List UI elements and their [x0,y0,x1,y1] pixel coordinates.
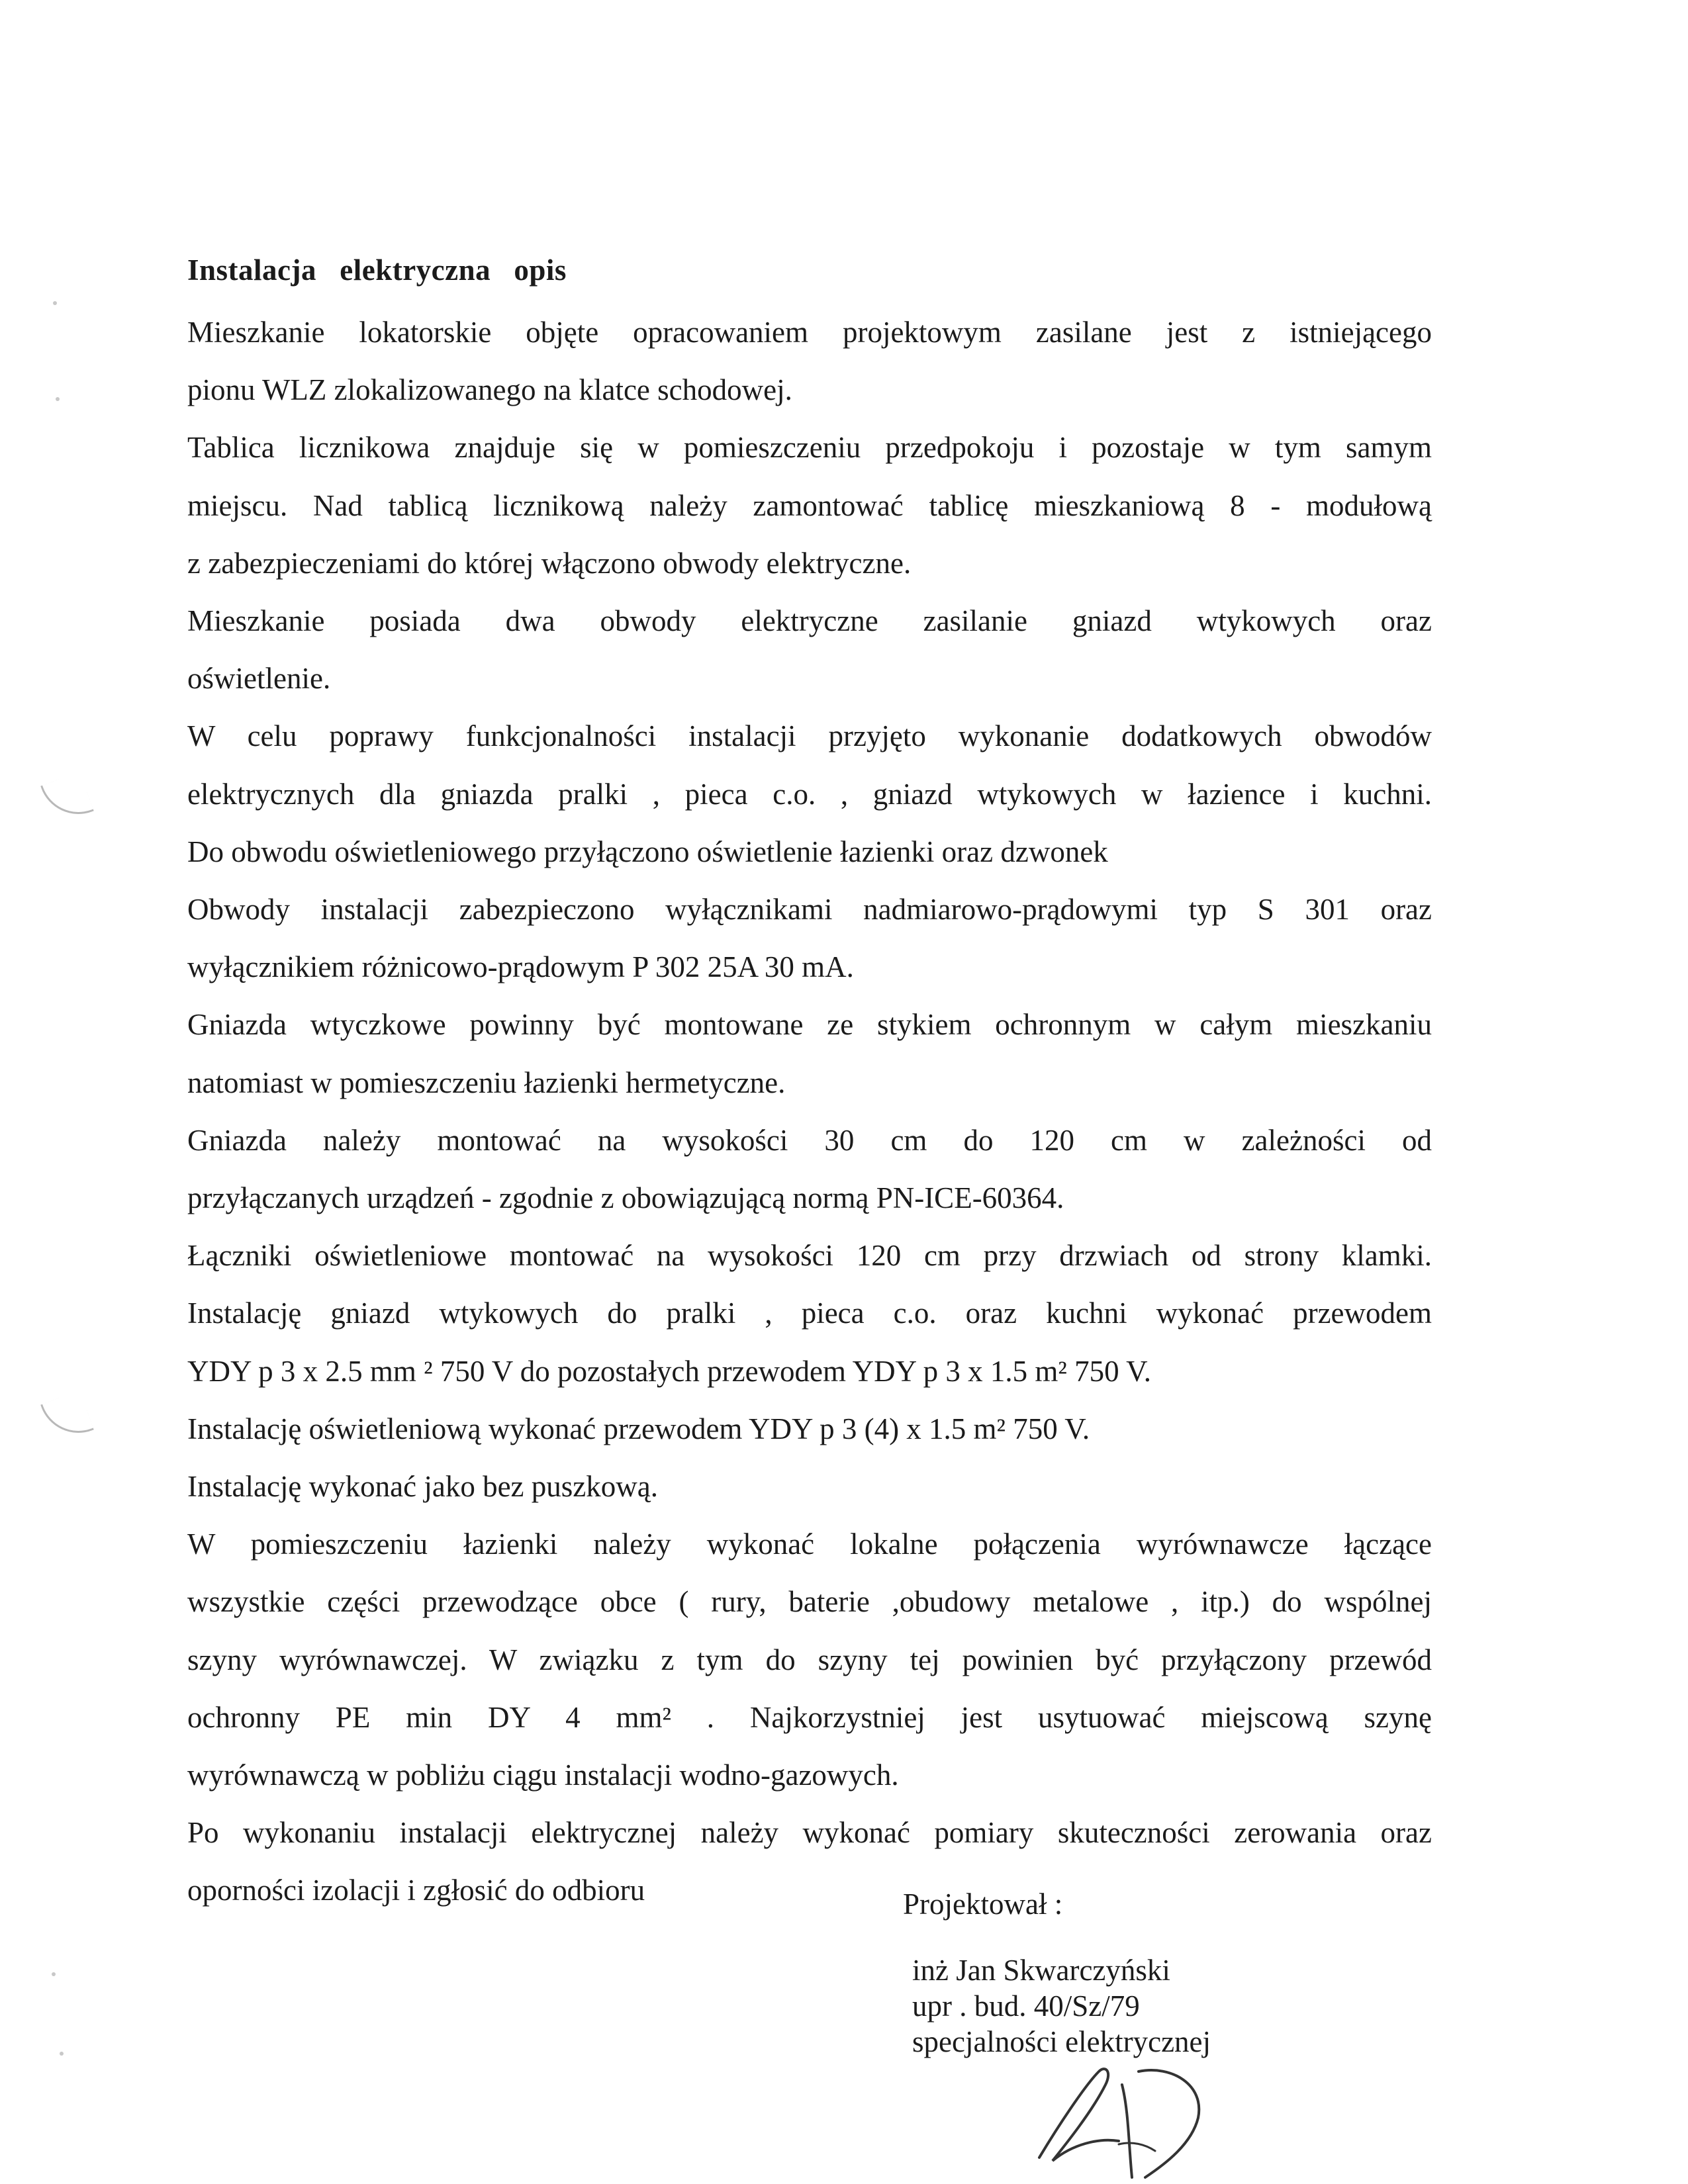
scan-dot [60,2052,64,2056]
body-line: oświetlenie. [187,662,331,695]
body-line: elektrycznych dla gniazda pralki , pieca c.o. , gniazd wtykowych w łazience i kuchni. [187,778,1432,811]
body-line: Gniazda należy montować na wysokości 30 cm do 120 cm w zależności od [187,1124,1432,1157]
body-line: Po wykonaniu instalacji elektrycznej należy wykonać pomiary skuteczności zerowania oraz [187,1816,1432,1849]
scan-dot [53,301,57,305]
scan-dot [56,397,60,401]
signatory-block [912,1952,1211,2060]
body-line: przyłączanych urządzeń - zgodnie z obowiązującą normą PN-ICE-60364. [187,1181,1064,1214]
body-line: wszystkie części przewodzące obce ( rury, baterie ,obudowy metalowe , itp.) do wspólnej [187,1585,1432,1618]
body-line: Łączniki oświetleniowe montować na wysokości 120 cm przy drzwiach od strony klamki. [187,1239,1432,1272]
body-line: YDY p 3 x 2.5 mm ² 750 V do pozostałych przewodem YDY p 3 x 1.5 m² 750 V. [187,1355,1152,1388]
signatory-specialty: specjalności elektrycznej [912,2025,1211,2058]
body-line: Mieszkanie lokatorskie objęte opracowaniem projektowym zasilane jest z istniejącego [187,316,1432,349]
scan-dot [52,1972,56,1976]
signatory-name: inż Jan Skwarczyński [912,1954,1170,1987]
designed-by-label: Projektował : [903,1888,1063,1921]
body-line: pionu WLZ zlokalizowanego na klatce schodowej. [187,373,792,406]
body-line: oporności izolacji i zgłosić do odbioru [187,1874,645,1907]
body-line: szyny wyrównawczej. W związku z tym do szyny tej powinien być przyłączony przewód [187,1643,1432,1676]
body-line: Tablica licznikowa znajduje się w pomieszczeniu przedpokoju i pozostaje w tym samym [187,431,1432,464]
body-line: natomiast w pomieszczeniu łazienki hermetyczne. [187,1066,786,1099]
body-line: Obwody instalacji zabezpieczono wyłącznikami nadmiarowo-prądowymi typ S 301 oraz [187,893,1432,926]
body-line: Gniazda wtyczkowe powinny być montowane ze stykiem ochronnym w całym mieszkaniu [187,1008,1432,1041]
body-line: W pomieszczeniu łazienki należy wykonać lokalne połączenia wyrównawcze łączące [187,1527,1432,1561]
body-line: ochronny PE min DY 4 mm² . Najkorzystniej jest usytuować miejscową szynę [187,1701,1432,1734]
body-line: Instalację gniazd wtykowych do pralki , pieca c.o. oraz kuchni wykonać przewodem [187,1297,1432,1330]
body-line: z zabezpieczeniami do której włączono obwody elektryczne. [187,547,912,580]
body-line: miejscu. Nad tablicą licznikową należy zamontować tablicę mieszkaniową 8 - modułową [187,489,1432,522]
body-line: Instalację oświetleniową wykonać przewodem YDY p 3 (4) x 1.5 m² 750 V. [187,1412,1090,1445]
document-title: Instalacja elektryczna opis [187,253,567,287]
body-line: wyrównawczą w pobliżu ciągu instalacji wodno-gazowych. [187,1758,899,1792]
body-line: Instalację wykonać jako bez puszkową. [187,1470,658,1503]
signatory-license: upr . bud. 40/Sz/79 [912,1989,1140,2023]
body-line: Do obwodu oświetleniowego przyłączono oświetlenie łazienki oraz dzwonek [187,835,1108,868]
body-line: Mieszkanie posiada dwa obwody elektryczne zasilanie gniazd wtykowych oraz [187,604,1432,637]
handwritten-signature [1013,2045,1251,2184]
punch-hole-mark-lower [40,1390,94,1444]
punch-hole-mark-upper [40,772,94,825]
body-line: wyłącznikiem różnicowo-prądowym P 302 25A 30 mA. [187,950,854,983]
body-line: W celu poprawy funkcjonalności instalacji przyjęto wykonanie dodatkowych obwodów [187,719,1432,752]
